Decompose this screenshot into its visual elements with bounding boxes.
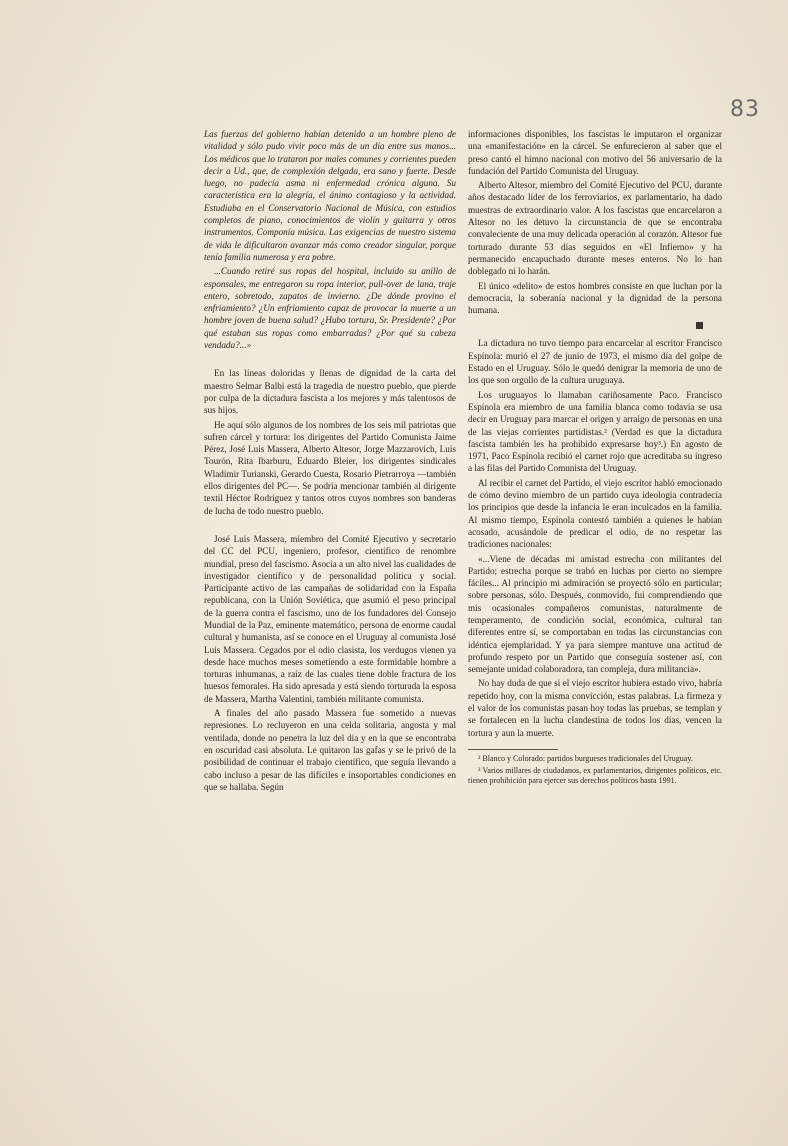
body-paragraph: El único «delito» de estos hombres consiste en que luchan por la democracia, la soberanía nacional y la dignidad de la persona humana.: [468, 280, 722, 316]
body-paragraph: No hay duda de que si el viejo escritor hubiera estado vivo, habría repetido hoy, con la misma convicción, estas palabras. La firmeza y el valor de los comunistas pasan hoy todas las pruebas, se templan y se fortalecen en la lucha clandestina de todos los días, vencen la tortura y aun la muerte.: [468, 678, 722, 738]
quote-paragraph: «...Viene de décadas mi amistad estrecha con militantes del Partido; estrecha porque se trabó en luchas por cierto no siempre fáciles... Al principio mi admiración se proyectó sólo en particular; sobre personas, sólo. Después, conmovido, fui comprendiendo que mis ocasionales compañeros comunistas, naturalmente de temperamento, de condición social, económica, cultural tan diferentes entre sí, se comportaban en todas las circunstancias con idéntica ejemplaridad. Y ya para siempre mantuve una actitud de profundo respeto por un Partido que conseguía sostener así, con semejante unidad colaboradora, tan compleja, dura militancia».: [468, 553, 722, 675]
footnote: ³ Varios millares de ciudadanos, ex parlamentarios, dirigentes políticos, etc. tienen prohibición para ejercer sus derechos políticos hasta 1991.: [468, 765, 722, 785]
body-paragraph: Alberto Altesor, miembro del Comité Ejecutivo del PCU, durante años destacado líder de los ferroviarios, ex parlamentario, ha dado muestras de extraordinario valor. A los fascistas que encarcelaron a Altesor no les detuvo la circunstancia de que se encontraba convaleciente de una muy delicada operación al corazón. Altesor fue torturado durante 53 días seguidos en «El Infierno» y ha permanecido encapuchado durante meses enteros. No lo han doblegado ni lo harán.: [468, 180, 722, 277]
footnote: ² Blanco y Colorado: partidos burgueses tradicionales del Uruguay.: [478, 753, 693, 763]
body-paragraph: Al recibir el carnet del Partido, el viejo escritor habló emocionado de cómo devino miembro de un partido cuya ideología contradecía los principios que desde la infancia le eran inculcados en la familia. Al mismo tiempo, Espínola contestó también a quienes le habían acosado, acusándole de predicar el odio, de no respetar las tradiciones nacionales:: [468, 477, 722, 550]
body-paragraph: En las líneas doloridas y llenas de dignidad de la carta del maestro Selmar Balbi está la tragedia de nuestro pueblo, que pierde por culpa de la dictadura fascista a los mejores y más talentosos de sus hijos.: [204, 368, 456, 416]
page-number: 83: [730, 97, 760, 122]
body-paragraph: La dictadura no tuvo tiempo para encarcelar al escritor Francisco Espínola: murió el 27 de junio de 1973, el mismo día del golpe de Estado en el Uruguay. Sólo le quedó denigrar la memoria de uno de los que son orgullo de la cultura uruguaya.: [468, 338, 722, 386]
body-paragraph: He aquí sólo algunos de los nombres de los seis mil patriotas que sufren cárcel y tortura: los dirigentes del Partido Comunista Jaime Pérez, José Luis Massera, Alberto Altesor, Jorge Mazzarovich, Luis Tourón, Rita Ibarburu, Eduardo Bleier, los dirigentes sindicales Wladimir Turianski, Gerardo Cuesta, Rosario Pietrarroya —también ellos dirigentes del PC—. Se podría mencionar también al dirigente textil Héctor Rodríguez y tantos otros cuyos nombres son banderas de lucha de todo nuestro pueblo.: [204, 419, 456, 516]
quote-paragraph: Las fuerzas del gobierno habían detenido a un hombre pleno de vitalidad y sólo pudo vivir poco más de un día entre sus manos... Los médicos que lo trataron por males comunes y corrientes pueden decir a Ud., que, de complexión delgada, era sano y fuerte. Desde luego, no padecía asma ni enfermedad crónica alguna. Su característica era la alegría, el ánimo contagioso y la actividad. Estudiaba en el Conservatorio Nacional de Música, con estudios completos de piano, conocimientos de violín y guitarra y otros instrumentos. Componía música. Las exigencias de nuestro sistema de vida le dificultaron avanzar más como creador singular, porque tenía familia numerosa y era pobre.: [204, 129, 456, 262]
body-paragraph: A finales del año pasado Massera fue sometido a nuevas represiones. Lo recluyeron en una celda solitaria, angosta y mal ventilada, donde no penetra la luz del día y en la que se encontraba en oscuridad casi absoluta. Le quitaron las gafas y se le privó de la posibilidad de continuar el trabajo científico, que seguía llevando a cabo incluso a pesar de las difíciles e insoportables condiciones en que se hallaba. Según: [204, 708, 456, 792]
body-paragraph: informaciones disponibles, los fascistas le imputaron el organizar una «manifestación» en la cárcel. Se enfurecieron al saber que el preso cantó el himno nacional con motivo del 56 aniversario de la fundación del Partido Comunista del Uruguay.: [468, 129, 722, 176]
quote-paragraph: ...Cuando retiré sus ropas del hospital, incluído su anillo de esponsales, me entregaron su ropa interior, pull-over de lana, traje entero, sobretodo, zapatos de invierno. ¿De dónde provino el enfriamiento? ¿Un enfriamiento capaz de provocar la muerte a un hombre joven de buena salud? ¿Hubo tortura, Sr. Presidente? ¿Por qué estaban sus ropas como embarradas? ¿Por qué su cabeza vendada?...»: [204, 266, 456, 351]
body-paragraph: Los uruguayos lo llamaban cariñosamente Paco. Francisco Espínola era miembro de una familia blanca como todavía se usa decir en Uruguay para marcar el origen y arraigo de personas en una de las viejas corrientes partidistas.² (Verdad es que la dictadura fascista también les ha prohibido expresarse hoy³.) En agosto de 1971, Paco Espínola recibió el carnet rojo que acreditaba su ingreso a las filas del Partido Comunista del Uruguay.: [468, 389, 722, 474]
right-column: [468, 128, 722, 788]
body-paragraph: José Luis Massera, miembro del Comité Ejecutivo y secretario del CC del PCU, ingeniero, profesor, científico de renombre mundial, preso del fascismo. Asocia a un alto nivel las cualidades de investigador científico y de personalidad política y social. Participante activo de las campañas de solidaridad con la España republicana, con la Unión Soviética, que asumió el peso principal de la guerra contra el fascismo, uno de los fundadores del Consejo Mundial de la Paz, eminente matemático, persona de enorme caudal cultural y humanista, así se conoce en el Uruguay al comunista José Luis Massera. Cegados por el odio clasista, los verdugos vienen ya desde hace muchos meses sometiendo a este formidable hombre a torturas inhumanas, a raíz de las cuales tiene doble fractura de los huesos femorales. Ha sido apresada y está siendo torturada la esposa de Massera, Martha Valentini, también militante comunista.: [204, 533, 456, 704]
footnote-divider: [468, 749, 558, 750]
left-column: [204, 128, 456, 795]
section-end-marker: [696, 322, 703, 329]
